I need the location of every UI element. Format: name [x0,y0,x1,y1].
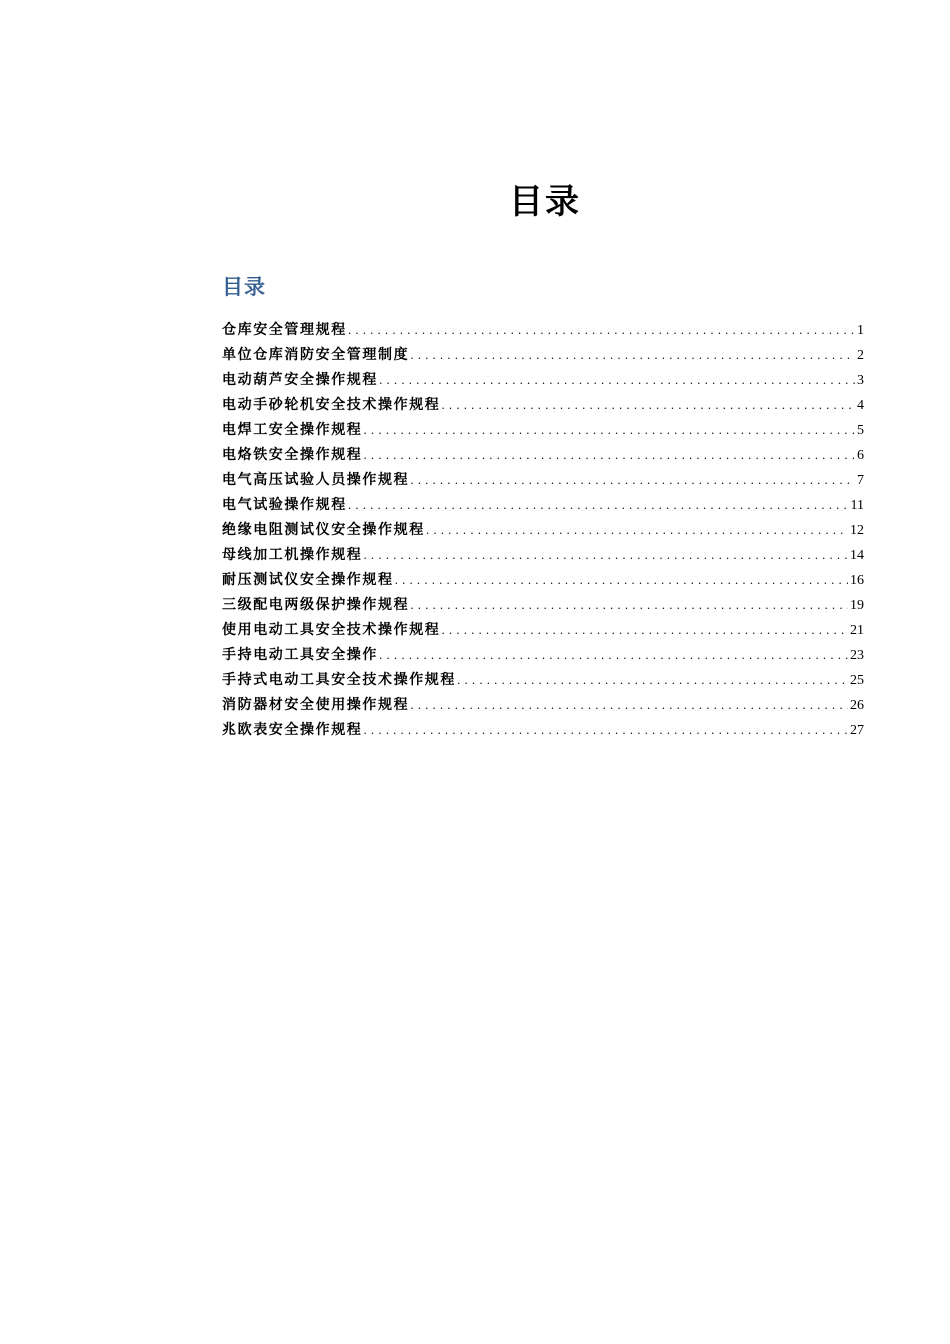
toc-entry[interactable] [222,368,864,393]
toc-entry[interactable] [222,393,864,418]
toc-entry-page: 26 [850,698,864,713]
toc-entry-label: 使用电动工具安全技术操作规程 [222,622,441,638]
toc-entry-page: 27 [850,723,864,738]
toc-entry[interactable] [222,618,864,643]
toc-entry[interactable] [222,418,864,443]
toc-entry[interactable] [222,518,864,543]
toc-entry-page: 14 [850,548,864,563]
toc-entry-page: 3 [857,373,864,388]
toc-entry[interactable] [222,543,864,568]
toc-leader-dots [410,468,855,493]
toc-entry-label: 电烙铁安全操作规程 [222,447,363,463]
toc-entry-label: 消防器材安全使用操作规程 [222,697,410,713]
toc-entry[interactable] [222,493,864,518]
toc-entry-label: 单位仓库消防安全管理制度 [222,347,410,363]
toc-entry[interactable] [222,643,864,668]
toc-leader-dots [457,668,848,693]
toc-leader-dots [363,718,848,743]
toc-entry-label: 三级配电两级保护操作规程 [222,597,410,613]
toc-leader-dots [379,643,848,668]
toc-entry-page: 23 [850,648,864,663]
toc-leader-dots [395,568,848,593]
toc-entry-page: 11 [850,498,864,513]
toc-entry-page: 16 [850,573,864,588]
toc-entry[interactable] [222,468,864,493]
toc-entry[interactable] [222,718,864,743]
toc-heading: 目录 [222,275,266,299]
toc-entry-page: 6 [857,448,864,463]
toc-entry[interactable] [222,568,864,593]
toc-entry[interactable] [222,668,864,693]
toc-entry-label: 仓库安全管理规程 [222,322,347,338]
toc-entry[interactable] [222,343,864,368]
toc-entry-label: 电焊工安全操作规程 [222,422,363,438]
page-title: 目录 [509,182,581,222]
table-of-contents [222,318,864,743]
toc-leader-dots [348,318,855,343]
toc-entry-label: 电动手砂轮机安全技术操作规程 [222,397,441,413]
toc-leader-dots [426,518,848,543]
toc-entry-page: 4 [857,398,864,413]
toc-entry-page: 25 [850,673,864,688]
toc-entry[interactable] [222,318,864,343]
toc-entry-label: 绝缘电阻测试仪安全操作规程 [222,522,425,538]
toc-entry-page: 19 [850,598,864,613]
toc-leader-dots [348,493,849,518]
toc-leader-dots [410,593,848,618]
toc-entry-label: 耐压测试仪安全操作规程 [222,572,394,588]
toc-entry-page: 2 [857,348,864,363]
toc-entry[interactable] [222,693,864,718]
toc-leader-dots [363,543,848,568]
toc-leader-dots [441,618,848,643]
toc-entry-page: 1 [857,323,864,338]
toc-entry-label: 母线加工机操作规程 [222,547,363,563]
toc-entry-label: 电气试验操作规程 [222,497,347,513]
toc-entry-label: 电动葫芦安全操作规程 [222,372,378,388]
toc-leader-dots [363,443,855,468]
toc-leader-dots [410,693,848,718]
toc-entry[interactable] [222,443,864,468]
toc-entry[interactable] [222,593,864,618]
toc-leader-dots [410,343,855,368]
toc-entry-page: 12 [850,523,864,538]
toc-entry-page: 7 [857,473,864,488]
toc-leader-dots [363,418,855,443]
toc-entry-label: 手持式电动工具安全技术操作规程 [222,672,456,688]
toc-entry-page: 5 [857,423,864,438]
toc-entry-label: 兆欧表安全操作规程 [222,722,363,738]
toc-leader-dots [441,393,855,418]
toc-entry-label: 手持电动工具安全操作 [222,647,378,663]
toc-entry-page: 21 [850,623,864,638]
toc-entry-label: 电气高压试验人员操作规程 [222,472,410,488]
toc-leader-dots [379,368,855,393]
